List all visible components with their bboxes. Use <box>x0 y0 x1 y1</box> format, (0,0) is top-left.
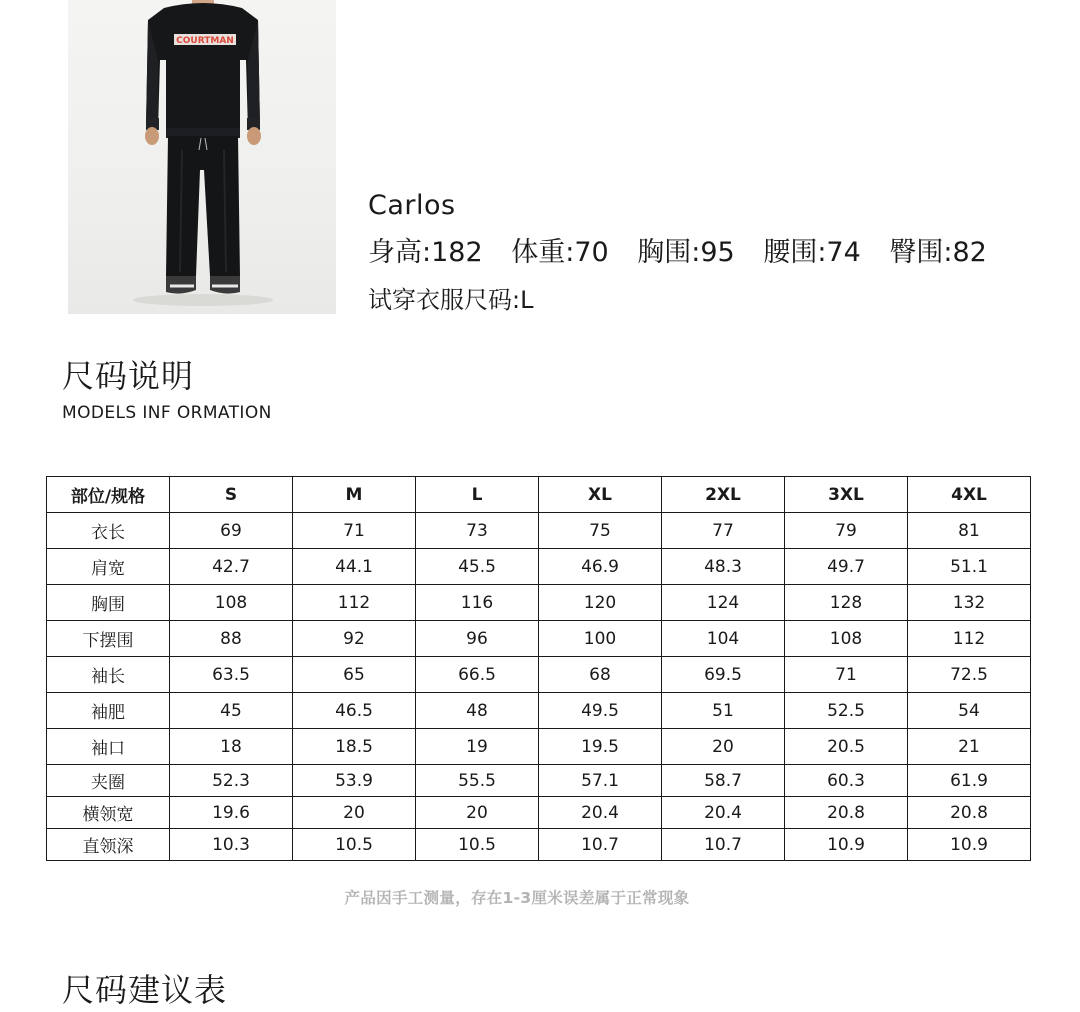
table-cell: 20 <box>416 797 539 829</box>
table-cell: 20.8 <box>785 797 908 829</box>
size-table-header-row <box>47 477 1031 513</box>
table-cell: 10.9 <box>908 829 1031 861</box>
table-cell: 61.9 <box>908 765 1031 797</box>
table-cell: 10.7 <box>662 829 785 861</box>
table-cell: 88 <box>170 621 293 657</box>
table-cell: 42.7 <box>170 549 293 585</box>
table-cell: 79 <box>785 513 908 549</box>
table-cell: 69.5 <box>662 657 785 693</box>
table-cell: 18.5 <box>293 729 416 765</box>
table-row <box>47 657 1031 693</box>
table-cell: 52.3 <box>170 765 293 797</box>
row-label: 袖口 <box>47 729 170 765</box>
size-section-title: 尺码说明 <box>62 357 195 395</box>
table-cell: 51.1 <box>908 549 1031 585</box>
table-cell: 44.1 <box>293 549 416 585</box>
row-label: 夹圈 <box>47 765 170 797</box>
table-row <box>47 797 1031 829</box>
sweatshirt-print: COURTMAN <box>176 36 234 46</box>
table-cell: 21 <box>908 729 1031 765</box>
header-cell-xl: XL <box>539 477 662 513</box>
header-cell-part: 部位/规格 <box>47 477 170 513</box>
table-cell: 10.7 <box>539 829 662 861</box>
row-label: 袖长 <box>47 657 170 693</box>
table-row <box>47 585 1031 621</box>
table-cell: 108 <box>170 585 293 621</box>
model-hip: 臀围:82 <box>889 237 987 268</box>
table-cell: 46.9 <box>539 549 662 585</box>
row-label: 下摆围 <box>47 621 170 657</box>
size-table <box>46 476 1031 861</box>
table-cell: 57.1 <box>539 765 662 797</box>
table-cell: 69 <box>170 513 293 549</box>
table-cell: 10.9 <box>785 829 908 861</box>
row-label: 胸围 <box>47 585 170 621</box>
header-cell-m: M <box>293 477 416 513</box>
table-cell: 68 <box>539 657 662 693</box>
table-cell: 49.5 <box>539 693 662 729</box>
header-cell-s: S <box>170 477 293 513</box>
model-info <box>368 186 1048 317</box>
table-cell: 75 <box>539 513 662 549</box>
table-cell: 20.4 <box>539 797 662 829</box>
table-cell: 128 <box>785 585 908 621</box>
table-cell: 20.8 <box>908 797 1031 829</box>
table-cell: 51 <box>662 693 785 729</box>
table-cell: 63.5 <box>170 657 293 693</box>
table-cell: 112 <box>908 621 1031 657</box>
table-cell: 54 <box>908 693 1031 729</box>
header-cell-l: L <box>416 477 539 513</box>
model-size-worn: 试穿衣服尺码:L <box>368 286 534 314</box>
header-cell-3xl: 3XL <box>785 477 908 513</box>
table-cell: 52.5 <box>785 693 908 729</box>
table-row <box>47 513 1031 549</box>
table-cell: 81 <box>908 513 1031 549</box>
model-height: 身高:182 <box>368 237 483 268</box>
row-label: 袖肥 <box>47 693 170 729</box>
table-cell: 19 <box>416 729 539 765</box>
table-cell: 45.5 <box>416 549 539 585</box>
table-cell: 45 <box>170 693 293 729</box>
table-row <box>47 549 1031 585</box>
table-cell: 19.5 <box>539 729 662 765</box>
table-cell: 19.6 <box>170 797 293 829</box>
table-cell: 132 <box>908 585 1031 621</box>
row-label: 直领深 <box>47 829 170 861</box>
table-cell: 18 <box>170 729 293 765</box>
table-cell: 10.3 <box>170 829 293 861</box>
row-label: 横领宽 <box>47 797 170 829</box>
table-cell: 53.9 <box>293 765 416 797</box>
table-cell: 116 <box>416 585 539 621</box>
table-cell: 72.5 <box>908 657 1031 693</box>
header-cell-4xl: 4XL <box>908 477 1031 513</box>
table-cell: 112 <box>293 585 416 621</box>
table-cell: 60.3 <box>785 765 908 797</box>
table-cell: 104 <box>662 621 785 657</box>
table-cell: 65 <box>293 657 416 693</box>
table-cell: 10.5 <box>416 829 539 861</box>
table-cell: 49.7 <box>785 549 908 585</box>
table-cell: 108 <box>785 621 908 657</box>
table-cell: 20 <box>293 797 416 829</box>
measurement-note: 产品因手工测量，存在1-3厘米误差属于正常现象 <box>344 889 690 907</box>
table-cell: 55.5 <box>416 765 539 797</box>
model-name: Carlos <box>368 190 456 221</box>
table-cell: 73 <box>416 513 539 549</box>
model-photo <box>68 0 336 314</box>
table-cell: 10.5 <box>293 829 416 861</box>
table-row <box>47 621 1031 657</box>
table-cell: 96 <box>416 621 539 657</box>
header-cell-2xl: 2XL <box>662 477 785 513</box>
table-cell: 71 <box>293 513 416 549</box>
table-row <box>47 765 1031 797</box>
table-cell: 124 <box>662 585 785 621</box>
table-row <box>47 693 1031 729</box>
model-chest: 胸围:95 <box>637 237 735 268</box>
model-stats <box>368 233 1048 281</box>
table-row <box>47 729 1031 765</box>
table-cell: 92 <box>293 621 416 657</box>
model-figure <box>68 0 336 314</box>
table-cell: 48 <box>416 693 539 729</box>
table-cell: 20.5 <box>785 729 908 765</box>
row-label: 肩宽 <box>47 549 170 585</box>
size-advice-title: 尺码建议表 <box>62 971 228 1009</box>
table-cell: 58.7 <box>662 765 785 797</box>
table-cell: 20.4 <box>662 797 785 829</box>
table-row <box>47 829 1031 861</box>
table-cell: 48.3 <box>662 549 785 585</box>
table-cell: 100 <box>539 621 662 657</box>
table-cell: 71 <box>785 657 908 693</box>
row-label: 衣长 <box>47 513 170 549</box>
model-weight: 体重:70 <box>511 237 609 268</box>
size-section-subtitle: MODELS INF ORMATION <box>62 403 272 423</box>
table-cell: 120 <box>539 585 662 621</box>
model-waist: 腰围:74 <box>763 237 861 268</box>
table-cell: 46.5 <box>293 693 416 729</box>
table-cell: 77 <box>662 513 785 549</box>
table-cell: 66.5 <box>416 657 539 693</box>
table-cell: 20 <box>662 729 785 765</box>
